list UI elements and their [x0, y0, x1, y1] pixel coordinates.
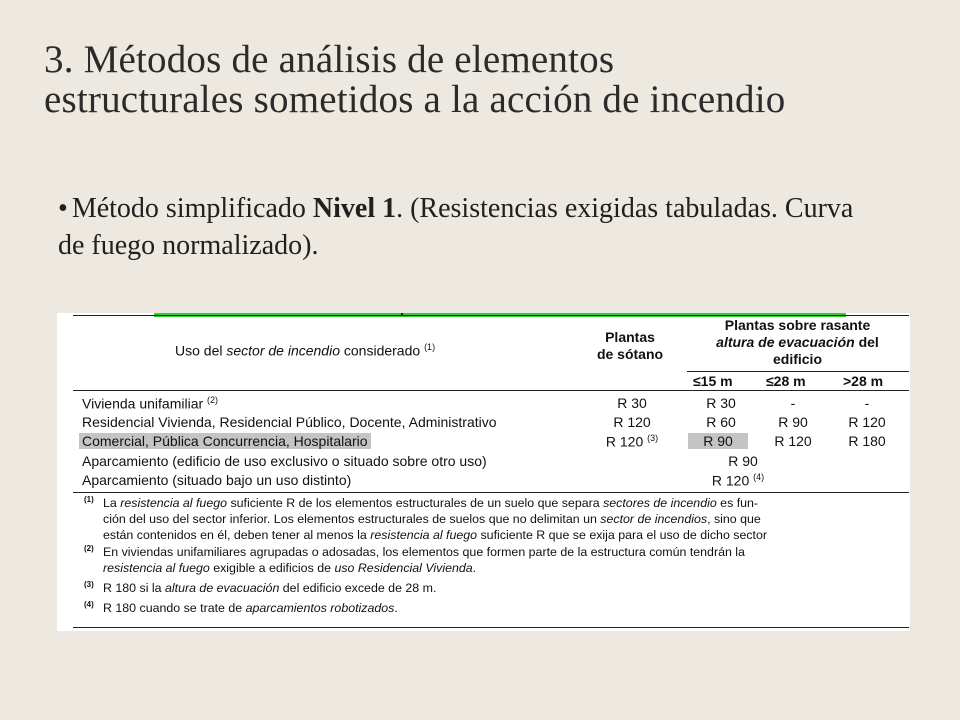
- cell-gt28: R 180: [848, 433, 886, 449]
- fn-text: .: [472, 561, 477, 576]
- fn-text: R 180 si la: [103, 580, 165, 595]
- footnote-number: (3): [84, 579, 94, 589]
- row-uso: Residencial Vivienda, Residencial Público, Docente, Administrativo: [82, 414, 497, 430]
- fire-resistance-table: [57, 313, 910, 631]
- footnote-4-line-1: [103, 601, 899, 617]
- slide-title-line-2: estructurales sometidos a la acción de incendio: [44, 78, 786, 121]
- table-row: [57, 394, 910, 413]
- fn-text: ción del uso del sector inferior. Los elementos estructurales de suelos que no delimitan un: [103, 511, 601, 526]
- cell-sotano-sup: (3): [647, 433, 659, 443]
- table-row: [57, 432, 910, 451]
- header-rasante-post: del: [854, 334, 879, 350]
- table-row: [57, 471, 910, 490]
- bullet-text-after: . (Resistencias exigidas tabuladas. Curva de fuego normalizado).: [58, 193, 854, 261]
- footnote-2: [79, 545, 899, 577]
- header-bottom-rule: [73, 390, 909, 391]
- col-header-15: ≤15 m: [693, 373, 733, 389]
- header-sotano-line-1: Plantas: [605, 329, 655, 345]
- footnote-1-line-3: [103, 528, 899, 544]
- bullet-marker: •: [58, 193, 68, 224]
- cell-gt28: -: [864, 395, 870, 411]
- footnote-number: (1): [84, 495, 94, 504]
- row-uso-highlighted: Comercial, Pública Concurrencia, Hospitalario: [79, 433, 371, 449]
- cell-sotano-text: R 120: [605, 433, 644, 450]
- fn-italic: sector de incendios: [600, 511, 708, 526]
- slide-title: [44, 40, 944, 120]
- bullet-text-bold: Nivel 1: [312, 193, 397, 224]
- fn-text: R 180 cuando se trate de: [103, 600, 246, 615]
- table-bottom-rule: [73, 627, 909, 628]
- fn-text: es fun-: [716, 496, 759, 510]
- fn-italic: resistencia al fuego: [103, 561, 210, 576]
- cell-sotano: R 30: [617, 395, 647, 411]
- header-uso-italic: sector de incendio: [226, 342, 340, 359]
- header-uso-post: considerado: [340, 342, 421, 359]
- footnote-3: [79, 581, 899, 597]
- row-uso: Aparcamiento (situado bajo un uso distinto): [82, 472, 352, 488]
- col-header-gt28: >28 m: [843, 373, 884, 389]
- footnote-1-line-2: [103, 512, 899, 528]
- table-top-tick: [401, 313, 403, 316]
- fn-text: suficiente R que se exija para el uso de dicho sector: [477, 527, 768, 542]
- cell-28: R 120: [774, 433, 812, 449]
- header-rasante: [685, 317, 910, 368]
- header-rasante-line-3: edificio: [772, 351, 822, 367]
- cell-merged-text: R 120: [711, 472, 750, 489]
- row-uso-text: Vivienda unifamiliar: [82, 395, 204, 412]
- cell-15: R 30: [706, 395, 736, 411]
- row-uso: [79, 395, 221, 412]
- fn-text: suficiente R de los elementos estructurales de un suelo que separa: [227, 496, 604, 510]
- fn-italic: sectores de incendio: [603, 496, 717, 510]
- cell-gt28: R 120: [848, 414, 886, 430]
- header-rasante-line-1: Plantas sobre rasante: [724, 317, 871, 333]
- cell-28: -: [790, 395, 796, 411]
- header-rasante-italic: altura de evacuación: [716, 334, 855, 350]
- header-uso-sup: (1): [424, 342, 436, 352]
- header-sotano: [585, 329, 675, 363]
- cell-28: R 90: [778, 414, 808, 430]
- cell-merged-sup: (4): [753, 472, 765, 482]
- fn-italic: uso Residencial Vivienda: [334, 561, 473, 576]
- fn-text: .: [394, 600, 398, 615]
- row-uso-sup: (2): [207, 395, 219, 405]
- cell-15: R 60: [706, 414, 736, 430]
- header-uso: [175, 342, 435, 359]
- cell-sotano: [587, 433, 677, 450]
- footnotes: [79, 496, 899, 617]
- row-uso: Aparcamiento (edificio de uso exclusivo o situado sobre otro uso): [82, 453, 487, 469]
- header-sotano-line-2: de sótano: [596, 346, 664, 362]
- fn-italic: altura de evacuación: [164, 580, 280, 595]
- footnote-number: (2): [84, 544, 94, 554]
- rows-bottom-rule: [73, 492, 909, 493]
- table-row: [57, 452, 910, 471]
- bullet-text-before: Método simplificado: [71, 193, 313, 224]
- fn-italic: resistencia al fuego: [370, 527, 478, 542]
- fn-text: del edificio excede de 28 m.: [279, 580, 437, 595]
- footnote-3-line-1: [103, 581, 899, 597]
- cell-merged: [693, 472, 783, 489]
- footnote-1: [79, 496, 899, 543]
- cell-sotano: R 120: [613, 414, 651, 430]
- fn-italic: resistencia al fuego: [120, 496, 227, 510]
- fn-text: exigible a edificios de: [209, 561, 335, 576]
- fn-text: , sino que: [707, 511, 761, 526]
- footnote-4: [79, 601, 899, 617]
- header-subrule: [687, 371, 909, 372]
- table-top-rule: [73, 315, 909, 316]
- header-rasante-line-2: [685, 334, 910, 351]
- footnote-number: (4): [84, 599, 94, 609]
- fn-text: La: [103, 496, 121, 510]
- footnote-2-line-1: En viviendas unifamiliares agrupadas o adosadas, los elementos que formen parte de la estructura común tendrán la: [103, 545, 745, 560]
- bullet-point: [58, 190, 878, 264]
- footnote-2-line-2: [103, 561, 899, 577]
- col-header-28: ≤28 m: [766, 373, 806, 389]
- fn-text: están contenidos en él, deben tener al menos la: [103, 527, 371, 542]
- table-row: [57, 413, 910, 432]
- slide-title-line-1: 3. Métodos de análisis de elementos: [44, 38, 615, 81]
- cell-15-highlighted: R 90: [688, 433, 748, 449]
- header-uso-pre: Uso del: [175, 342, 227, 359]
- cell-merged: R 90: [728, 453, 758, 469]
- fn-italic: aparcamientos robotizados: [245, 600, 395, 615]
- footnote-1-line-1: [103, 496, 899, 512]
